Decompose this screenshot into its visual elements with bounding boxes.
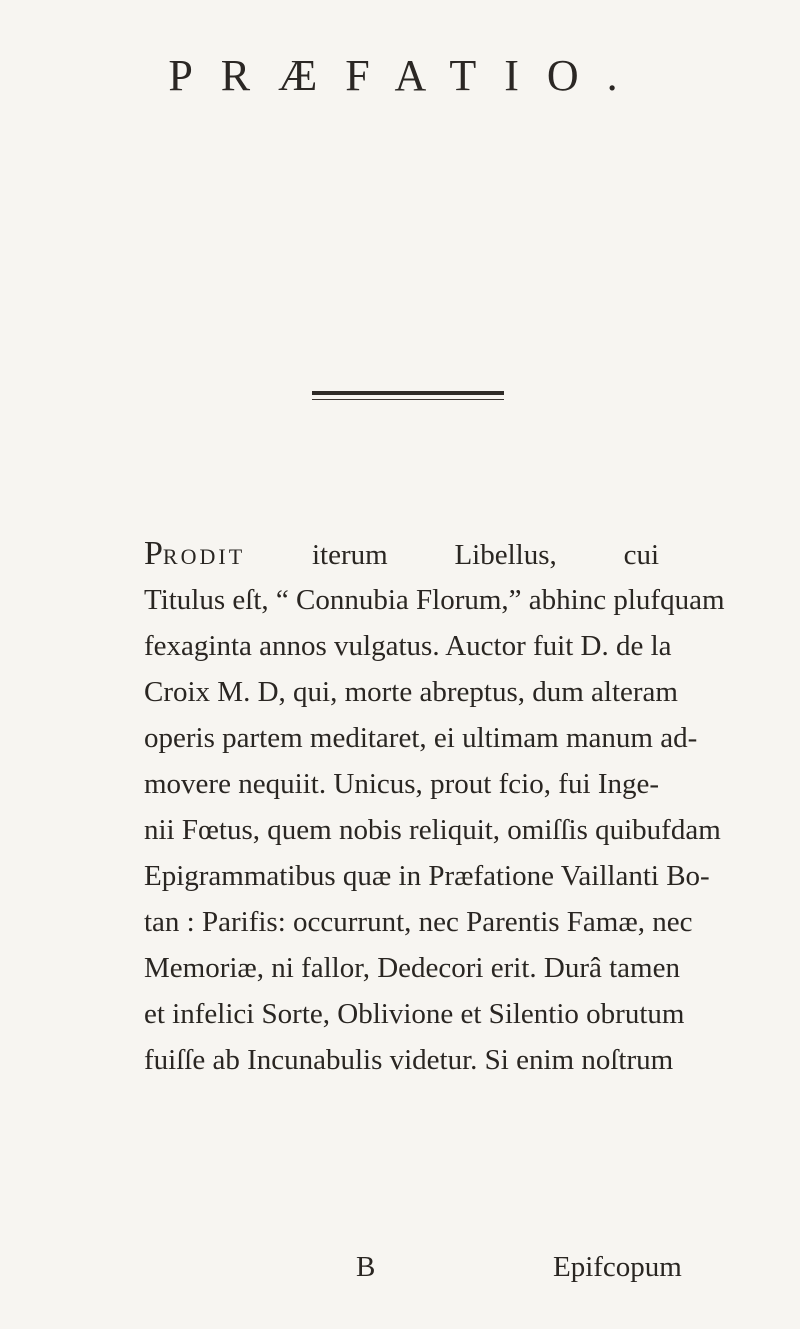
text-line	[144, 531, 659, 577]
text-line: movere nequiit. Unicus, prout fcio, fui Inge-	[144, 768, 659, 800]
signature-mark: B	[356, 1251, 376, 1283]
text-line: Epigrammatibus quæ in Præfatione Vaillanti Bo-	[144, 860, 710, 892]
text-line: Titulus eſt, “ Connubia Florum,” abhinc plufquam	[144, 584, 725, 616]
text-line: tan : Parifis: occurrunt, nec Parentis Famæ, nec	[144, 906, 693, 938]
page-title: PRÆFATIO.	[168, 51, 646, 100]
catchword: Epifcopum	[553, 1251, 682, 1283]
small-caps-word: RODIT	[162, 544, 246, 569]
text-line: operis partem meditaret, ei ultimam manum ad-	[144, 722, 698, 754]
line-rest: iterum Libellus, cui	[245, 539, 659, 571]
ornamental-rule-thick	[312, 391, 504, 395]
text-line: nii Fœtus, quem nobis reliquit, omiſſis quibufdam	[144, 814, 721, 846]
text-line: fexaginta annos vulgatus. Auctor fuit D. de la	[144, 630, 672, 662]
text-line: fuiſſe ab Incunabulis videtur. Si enim noſtrum	[144, 1044, 674, 1076]
ornamental-rule-thin	[312, 399, 504, 400]
text-line: et infelici Sorte, Oblivione et Silentio obrutum	[144, 998, 685, 1030]
body-text	[144, 531, 725, 1083]
initial-letter: P	[144, 535, 163, 572]
text-line: Croix M. D, qui, morte abreptus, dum alteram	[144, 676, 678, 708]
footer-line	[0, 1244, 800, 1290]
text-line: Memoriæ, ni fallor, Dedecori erit. Durâ tamen	[144, 952, 680, 984]
